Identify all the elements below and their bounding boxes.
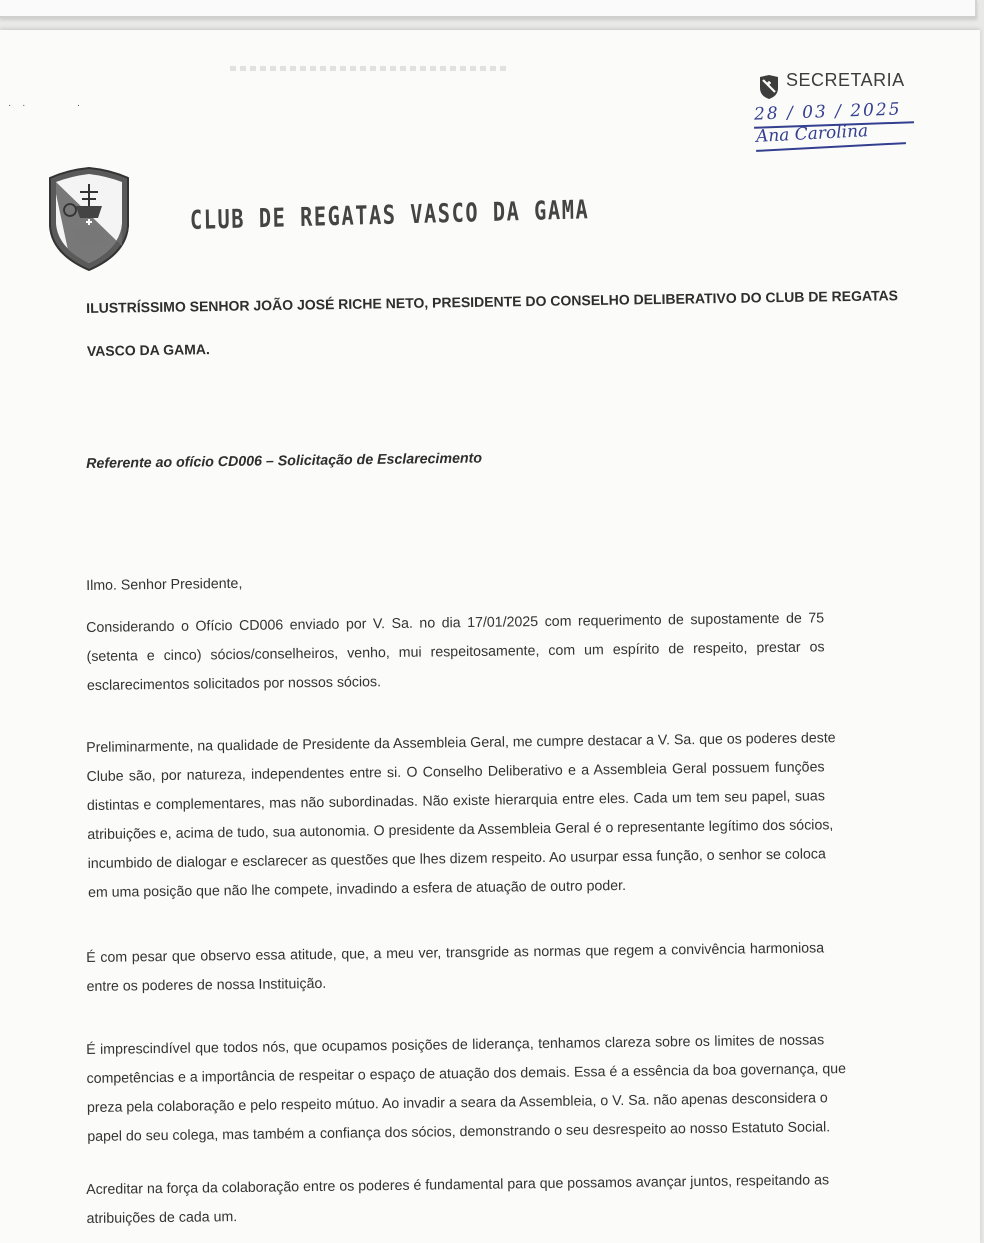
previous-page-edge bbox=[0, 0, 977, 18]
paragraph-line: Clube são, por natureza, independentes entre si. O Conselho Deliberativo e a Assembleia Geral possuem funções bbox=[86, 759, 825, 785]
club-name-heading: CLUB DE REGATAS VASCO DA GAMA bbox=[189, 195, 590, 236]
paragraph-line: esclarecimentos solicitados por nossos sócios. bbox=[86, 674, 382, 694]
salutation: Ilmo. Senhor Presidente, bbox=[86, 575, 243, 594]
paragraph-line: atribuições de cada um. bbox=[86, 1209, 238, 1227]
addressee-line: VASCO DA GAMA. bbox=[86, 341, 210, 359]
paragraph-line: preza pela colaboração e pelo respeito mútuo. Ao invadir a seara da Assembleia, o V. Sa. não apenas desconsidera o bbox=[86, 1090, 828, 1116]
paragraph-line: (setenta e cinco) sócios/conselheiros, venho, mui respeitosamente, com um espírito de respeito, prestar os bbox=[86, 639, 825, 665]
paragraph-1 bbox=[86, 604, 825, 701]
addressee bbox=[86, 281, 899, 366]
paragraph-line: Considerando o Ofício CD006 enviado por V. Sa. no dia 17/01/2025 com requerimento de supostamente de 75 bbox=[86, 610, 825, 636]
paragraph-line: É com pesar que observo essa atitude, que, a meu ver, transgride as normas que regem a convivência harmoniosa bbox=[86, 940, 825, 966]
addressee-line: ILUSTRÍSSIMO SENHOR JOÃO JOSÉ RICHE NETO, PRESIDENTE DO CONSELHO DELIBERATIVO DO CLUB DE REGATAS bbox=[86, 287, 899, 316]
scan-specks: · · · bbox=[8, 100, 85, 111]
vasco-crest-logo bbox=[46, 166, 132, 272]
paragraph-2 bbox=[86, 724, 836, 908]
paragraph-4 bbox=[86, 1026, 847, 1152]
stamp-title: SECRETARIA bbox=[786, 70, 905, 90]
secretaria-stamp bbox=[752, 66, 932, 156]
paragraph-line: Acreditar na força da colaboração entre os poderes é fundamental para que possamos avançar juntos, respeitando as bbox=[86, 1172, 830, 1198]
paragraph-line: em uma posição que não lhe compete, invadindo a esfera de atuação de outro poder. bbox=[87, 877, 627, 901]
paragraph-3 bbox=[86, 934, 825, 1002]
paragraph-line: incumbido de dialogar e esclarecer as questões que lhes dizem respeito. Ao usurpar essa função, o senhor se coloca bbox=[87, 846, 826, 872]
stamp-signature: Ana Carolina bbox=[755, 121, 869, 147]
bleed-through-line bbox=[230, 66, 510, 71]
paragraph-5 bbox=[86, 1166, 830, 1234]
paragraph-line: distintas e complementares, mas não subordinadas. Não existe hierarquia entre eles. Cada um tem seu papel, suas bbox=[86, 788, 825, 814]
paragraph-line: competências e a importância de respeitar o espaço de atuação dos demais. Essa é a essência da boa governança, que bbox=[86, 1061, 847, 1087]
paragraph-line: papel do seu colega, mas também a confiança dos sócios, demonstrando o seu desrespeito ao nosso Estatuto Social. bbox=[87, 1119, 831, 1145]
stamp-date: 28 / 03 / 2025 bbox=[753, 99, 902, 125]
paragraph-line: atribuições e, acima de tudo, sua autonomia. O presidente da Assembleia Geral é o representante legítimo dos sócios, bbox=[87, 817, 834, 843]
paragraph-line: É imprescindível que todos nós, que ocupamos posições de liderança, tenhamos clareza sobre os limites de nossas bbox=[86, 1032, 825, 1058]
vasco-shield-icon bbox=[758, 74, 780, 100]
paragraph-line: Preliminarmente, na qualidade de Presidente da Assembleia Geral, me cumpre destacar a V. Sa. que os poderes deste bbox=[86, 730, 836, 756]
reference-line: Referente ao ofício CD006 – Solicitação de Esclarecimento bbox=[86, 450, 483, 472]
paragraph-line: entre os poderes de nossa Instituição. bbox=[86, 975, 327, 995]
